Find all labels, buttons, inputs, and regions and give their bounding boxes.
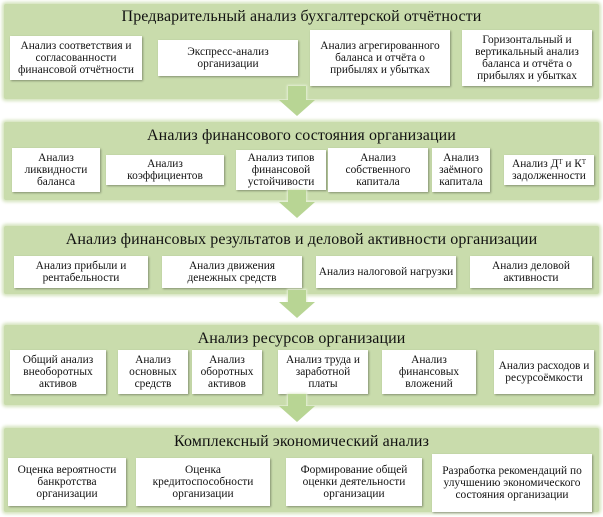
- card-aggregated-balance: Анализ агрегированного баланса и отчёта о прибылях и убытках: [310, 30, 450, 86]
- card-business-activity: Анализ деловой активности: [470, 256, 592, 288]
- card-liquidity: Анализ ликвидности баланса: [12, 148, 100, 192]
- card-current-assets: Анализ оборотных активов: [192, 350, 262, 394]
- section-title: Анализ финансовых результатов и деловой активности организации: [65, 231, 538, 248]
- card-tax-burden: Анализ налоговой нагрузки: [316, 256, 456, 288]
- card-overall-assessment: Формирование общей оценки деятельности организации: [286, 458, 422, 506]
- card-bankruptcy-probability: Оценка вероятности банкротства организации: [8, 458, 126, 506]
- card-horizontal-vertical: Горизонтальный и вертикальный анализ баланса и отчёта о прибылях и убытках: [462, 30, 592, 86]
- card-receivables-payables: Анализ Дᵀ и Кᵀ задолженности: [504, 155, 594, 185]
- card-cash-flow: Анализ движения денежных средств: [162, 256, 302, 288]
- card-financial-investments: Анализ финансовых вложений: [382, 350, 476, 394]
- card-expenses-resource-intensity: Анализ расходов и ресурсоёмкости: [494, 350, 594, 394]
- card-consistency-analysis: Анализ соответствия и согласованности финансовой отчётности: [10, 36, 142, 80]
- card-recommendations: Разработка рекомендаций по улучшению экономического состояния организации: [432, 454, 592, 512]
- section-title: Предварительный анализ бухгалтерской отчётности: [121, 8, 482, 25]
- section-title: Анализ ресурсов организации: [197, 330, 406, 347]
- card-labor-wages: Анализ труда и заработной платы: [278, 350, 368, 394]
- card-noncurrent-assets: Общий анализ внеоборотных активов: [10, 350, 106, 394]
- card-borrowed-capital: Анализ заёмного капитала: [432, 148, 490, 192]
- card-coefficients: Анализ коэффициентов: [106, 155, 224, 185]
- card-profit-profitability: Анализ прибыли и рентабельности: [14, 256, 148, 288]
- card-equity: Анализ собственного капитала: [328, 148, 428, 192]
- card-creditworthiness: Оценка кредитоспособности организации: [136, 458, 270, 506]
- card-fixed-assets: Анализ основных средств: [118, 350, 188, 394]
- card-express-analysis: Экспресс-анализ организации: [158, 40, 298, 76]
- section-title: Комплексный экономический анализ: [174, 433, 429, 450]
- card-financial-stability: Анализ типов финансовой устойчивости: [236, 150, 326, 190]
- section-title: Анализ финансового состояния организации: [147, 127, 456, 144]
